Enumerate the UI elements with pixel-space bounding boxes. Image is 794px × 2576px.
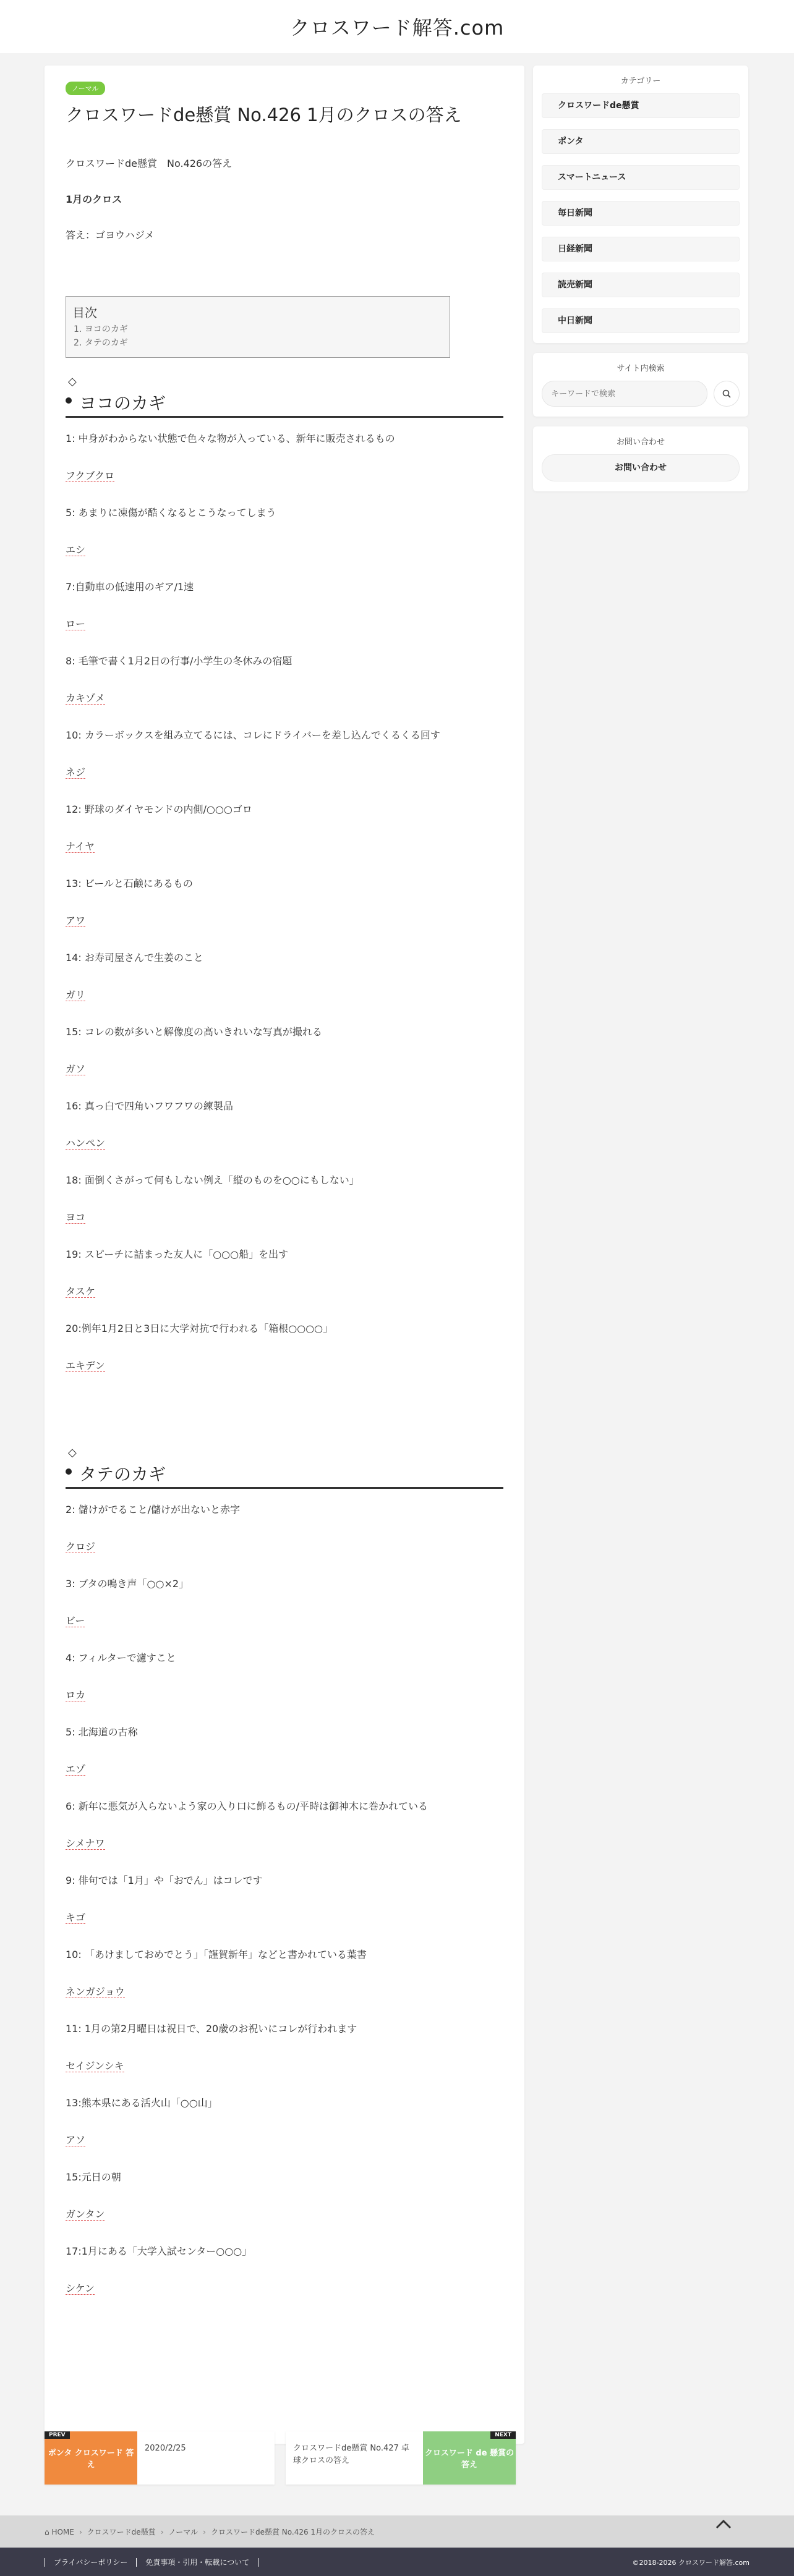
clue-answer-text: ネンガジョウ [66, 1986, 125, 1998]
clue-answer-text: エキデン [66, 1360, 105, 1372]
next-thumb-text: クロスワード de 懸賞の答え [424, 2449, 514, 2470]
section-heading-yoko [66, 375, 503, 418]
clue-answer [66, 1688, 503, 1703]
clue-question: 12: 野球のダイヤモンドの内側/○○○ゴロ [66, 803, 252, 816]
clue-answer-text: フクブクロ [66, 470, 115, 482]
clue-question: 10: カラーボックスを組み立てるには、コレにドライバーを差し込んでくるくる回す [66, 729, 440, 742]
copyright: ©2018-2026 クロスワード解答.com [632, 2559, 749, 2567]
breadcrumb-subcategory[interactable]: ノーマル [168, 2528, 198, 2536]
breadcrumb-home[interactable]: HOME [51, 2528, 74, 2536]
clue-answer-text: ネジ [66, 766, 86, 779]
breadcrumb-bar [0, 2515, 794, 2548]
clue-answer-text: セイジンシキ [66, 2060, 124, 2072]
footer-links [45, 2557, 258, 2567]
bullet-icon [66, 1468, 72, 1475]
footer-link-privacy[interactable]: プライバシーポリシー [45, 2558, 136, 2567]
clue-answer-text: アワ [66, 915, 86, 927]
clue-question: 18: 面倒くさがって何もしない例え「縦のものを○○にもしない」 [66, 1174, 359, 1187]
table-of-contents [66, 296, 450, 358]
chevron-up-icon [715, 2519, 732, 2530]
clue-answer [66, 988, 503, 1002]
clue-answer [66, 617, 503, 632]
category-item[interactable]: ポンタ [542, 129, 740, 154]
search-input[interactable] [542, 381, 707, 407]
clue-answer-text: エゾ [66, 1763, 86, 1776]
main-content [45, 66, 524, 2444]
clue-answer [66, 2059, 503, 2074]
clue-question: 3: ブタの鳴き声「○○×2」 [66, 1578, 189, 1590]
clue-answer [66, 1540, 503, 1554]
clue-question: 13: ビールと石鹸にあるもの [66, 878, 193, 890]
contact-widget-title: お問い合わせ [616, 438, 665, 447]
prev-post-date: 2020/2/25 [145, 2444, 186, 2453]
clue-answer [66, 543, 503, 557]
clue-answer-text: ハンペン [66, 1137, 106, 1150]
clue-answer [66, 2281, 503, 2296]
search-icon [722, 389, 731, 398]
clue-answer [66, 1210, 503, 1225]
clue-answer [66, 765, 503, 780]
category-widget-title: カテゴリー [620, 77, 661, 86]
clue-question: 11: 1月の第2月曜日は祝日で、20歳のお祝いにコレが行われます [66, 2023, 357, 2035]
prev-thumb-text: ポンタ クロスワード 答え [48, 2449, 134, 2470]
home-icon: ⌂ [45, 2528, 49, 2536]
clue-answer [66, 1762, 503, 1777]
clue-answer-text: アソ [66, 2134, 86, 2146]
breadcrumb: ⌂ HOME › クロスワードde懸賞 › ノーマル › クロスワードde懸賞 No.426 1月のクロスの答え [45, 2528, 375, 2536]
clue-question: 15:元日の朝 [66, 2171, 121, 2184]
clue-question: 14: お寿司屋さんで生姜のこと [66, 952, 203, 964]
site-title[interactable]: クロスワード解答.com [289, 16, 505, 40]
clue-answer-text: エシ [66, 544, 86, 556]
section-heading-text: ヨコのカギ [79, 393, 166, 414]
sidebar [533, 66, 748, 501]
post-intro: クロスワードde懸賞 No.426の答え [66, 157, 233, 169]
next-tag: NEXT [490, 2431, 516, 2439]
clue-question: 5: 北海道の古称 [66, 1726, 138, 1739]
tate-clue-list [66, 1502, 503, 2296]
clue-question: 2: 儲けがでること/儲けが出ないと赤字 [66, 1504, 241, 1516]
diamond-icon: ◇ [68, 1446, 77, 1460]
clue-answer [66, 1836, 503, 1851]
prev-post-link[interactable] [45, 2431, 275, 2485]
cross-label: 1月のクロス [66, 193, 122, 206]
clue-answer [66, 468, 503, 483]
breadcrumb-current: クロスワードde懸賞 No.426 1月のクロスの答え [210, 2528, 375, 2536]
clue-answer [66, 913, 503, 928]
clue-answer-text: ガソ [66, 1063, 86, 1075]
toc-item[interactable] [74, 337, 443, 350]
clue-answer-text: クロジ [66, 1541, 96, 1553]
clue-question: 7:自動車の低速用のギア/1速 [66, 581, 194, 593]
clue-answer [66, 1136, 503, 1151]
clue-question: 8: 毛筆で書く1月2日の行事/小学生の冬休みの宿題 [66, 655, 292, 667]
category-item[interactable]: 読売新聞 [542, 273, 740, 297]
site-header [0, 0, 794, 53]
clue-answer [66, 2133, 503, 2148]
clue-answer-text: キゴ [66, 1912, 86, 1924]
clue-answer [66, 1358, 503, 1373]
clue-question: 10: 「あけましておめでとう」「謹賀新年」などと書かれている葉書 [66, 1949, 367, 1961]
cross-answer: 答え：ゴヨウハジメ [66, 229, 155, 242]
bullet-icon [66, 397, 72, 404]
clue-answer-text: ガンタン [66, 2208, 105, 2221]
category-widget [533, 66, 748, 343]
category-item[interactable]: 中日新聞 [542, 308, 740, 333]
clue-answer-text: ロカ [66, 1689, 86, 1701]
clue-question: 5: あまりに凍傷が酷くなるとこうなってしまう [66, 507, 276, 519]
toc-title: 目次 [72, 305, 97, 320]
category-item[interactable]: 日経新聞 [542, 237, 740, 261]
clue-answer [66, 1910, 503, 1925]
category-item[interactable]: クロスワードde懸賞 [542, 93, 740, 118]
clue-question: 15: コレの数が多いと解像度の高いきれいな写真が撮れる [66, 1026, 322, 1038]
clue-question: 1: 中身がわからない状態で色々な物が入っている、新年に販売されるもの [66, 433, 395, 445]
next-post-title: クロスワードde懸賞 No.427 卓球クロスの答え [293, 2444, 409, 2466]
diamond-icon: ◇ [68, 375, 77, 389]
contact-button[interactable]: お問い合わせ [542, 454, 740, 481]
breadcrumb-category[interactable]: クロスワードde懸賞 [87, 2528, 156, 2536]
section-heading-text: タテのカギ [79, 1464, 166, 1485]
toc-item[interactable] [74, 323, 443, 337]
clue-answer-text: シメナワ [66, 1837, 105, 1850]
page-title: クロスワードde懸賞 No.426 1月のクロスの答え [66, 104, 462, 125]
clue-answer-text: ガリ [66, 989, 86, 1001]
clue-question: 16: 真っ白で四角いフワフワの練製品 [66, 1100, 233, 1112]
clue-question: 4: フィルターで濾すこと [66, 1652, 176, 1664]
clue-answer-text: ビー [66, 1615, 85, 1627]
prev-post-thumbnail [45, 2431, 137, 2485]
clue-answer-text: ロー [66, 618, 86, 630]
clue-answer [66, 1985, 503, 1999]
search-widget-title: サイト内検索 [617, 364, 665, 373]
toc-link-tate[interactable]: 2. タテのカギ [74, 337, 128, 348]
clue-answer-text: カキゾメ [66, 692, 105, 705]
clue-question: 19: スピーチに詰まった友人に「○○○船」を出す [66, 1248, 289, 1261]
clue-answer-text: シケン [66, 2282, 95, 2295]
yoko-clue-list [66, 431, 503, 1373]
clue-answer-text: タスケ [66, 1286, 96, 1298]
contact-widget [533, 426, 748, 491]
clue-question: 9: 俳句では「1月」や「おでん」はコレです [66, 1875, 263, 1887]
toc-link-yoko[interactable]: 1. ヨコのカギ [74, 324, 128, 334]
category-item[interactable]: 毎日新聞 [542, 201, 740, 226]
clue-answer [66, 1614, 503, 1629]
category-item[interactable]: スマートニュース [542, 165, 740, 190]
clue-answer-text: ヨコ [66, 1211, 86, 1224]
next-post-link[interactable] [286, 2431, 516, 2485]
clue-answer [66, 691, 503, 706]
clue-answer [66, 2207, 503, 2222]
prev-tag: PREV [45, 2431, 70, 2439]
clue-answer-text: ナイヤ [66, 841, 95, 853]
next-post-thumbnail [423, 2431, 516, 2485]
clue-question: 17:1月にある「大学入試センター○○○」 [66, 2245, 252, 2258]
search-button[interactable] [714, 381, 740, 407]
page-top-button[interactable] [711, 2512, 736, 2536]
site-footer [0, 2548, 794, 2576]
clue-answer [66, 839, 503, 854]
clue-question: 13:熊本県にある活火山「○○山」 [66, 2097, 218, 2109]
clue-answer [66, 1062, 503, 1077]
clue-question: 6: 新年に悪気が入らないよう家の入り口に飾るもの/平時は御神木に巻かれている [66, 1800, 429, 1813]
section-heading-tate [66, 1446, 503, 1489]
search-widget [533, 353, 748, 417]
footer-link-disclaimer[interactable]: 免責事項・引用・転載について [136, 2558, 258, 2567]
clue-question: 20:例年1月2日と3日に大学対抗で行われる「箱根○○○○」 [66, 1323, 333, 1335]
category-badge[interactable]: ノーマル [66, 82, 105, 95]
clue-answer [66, 1284, 503, 1299]
